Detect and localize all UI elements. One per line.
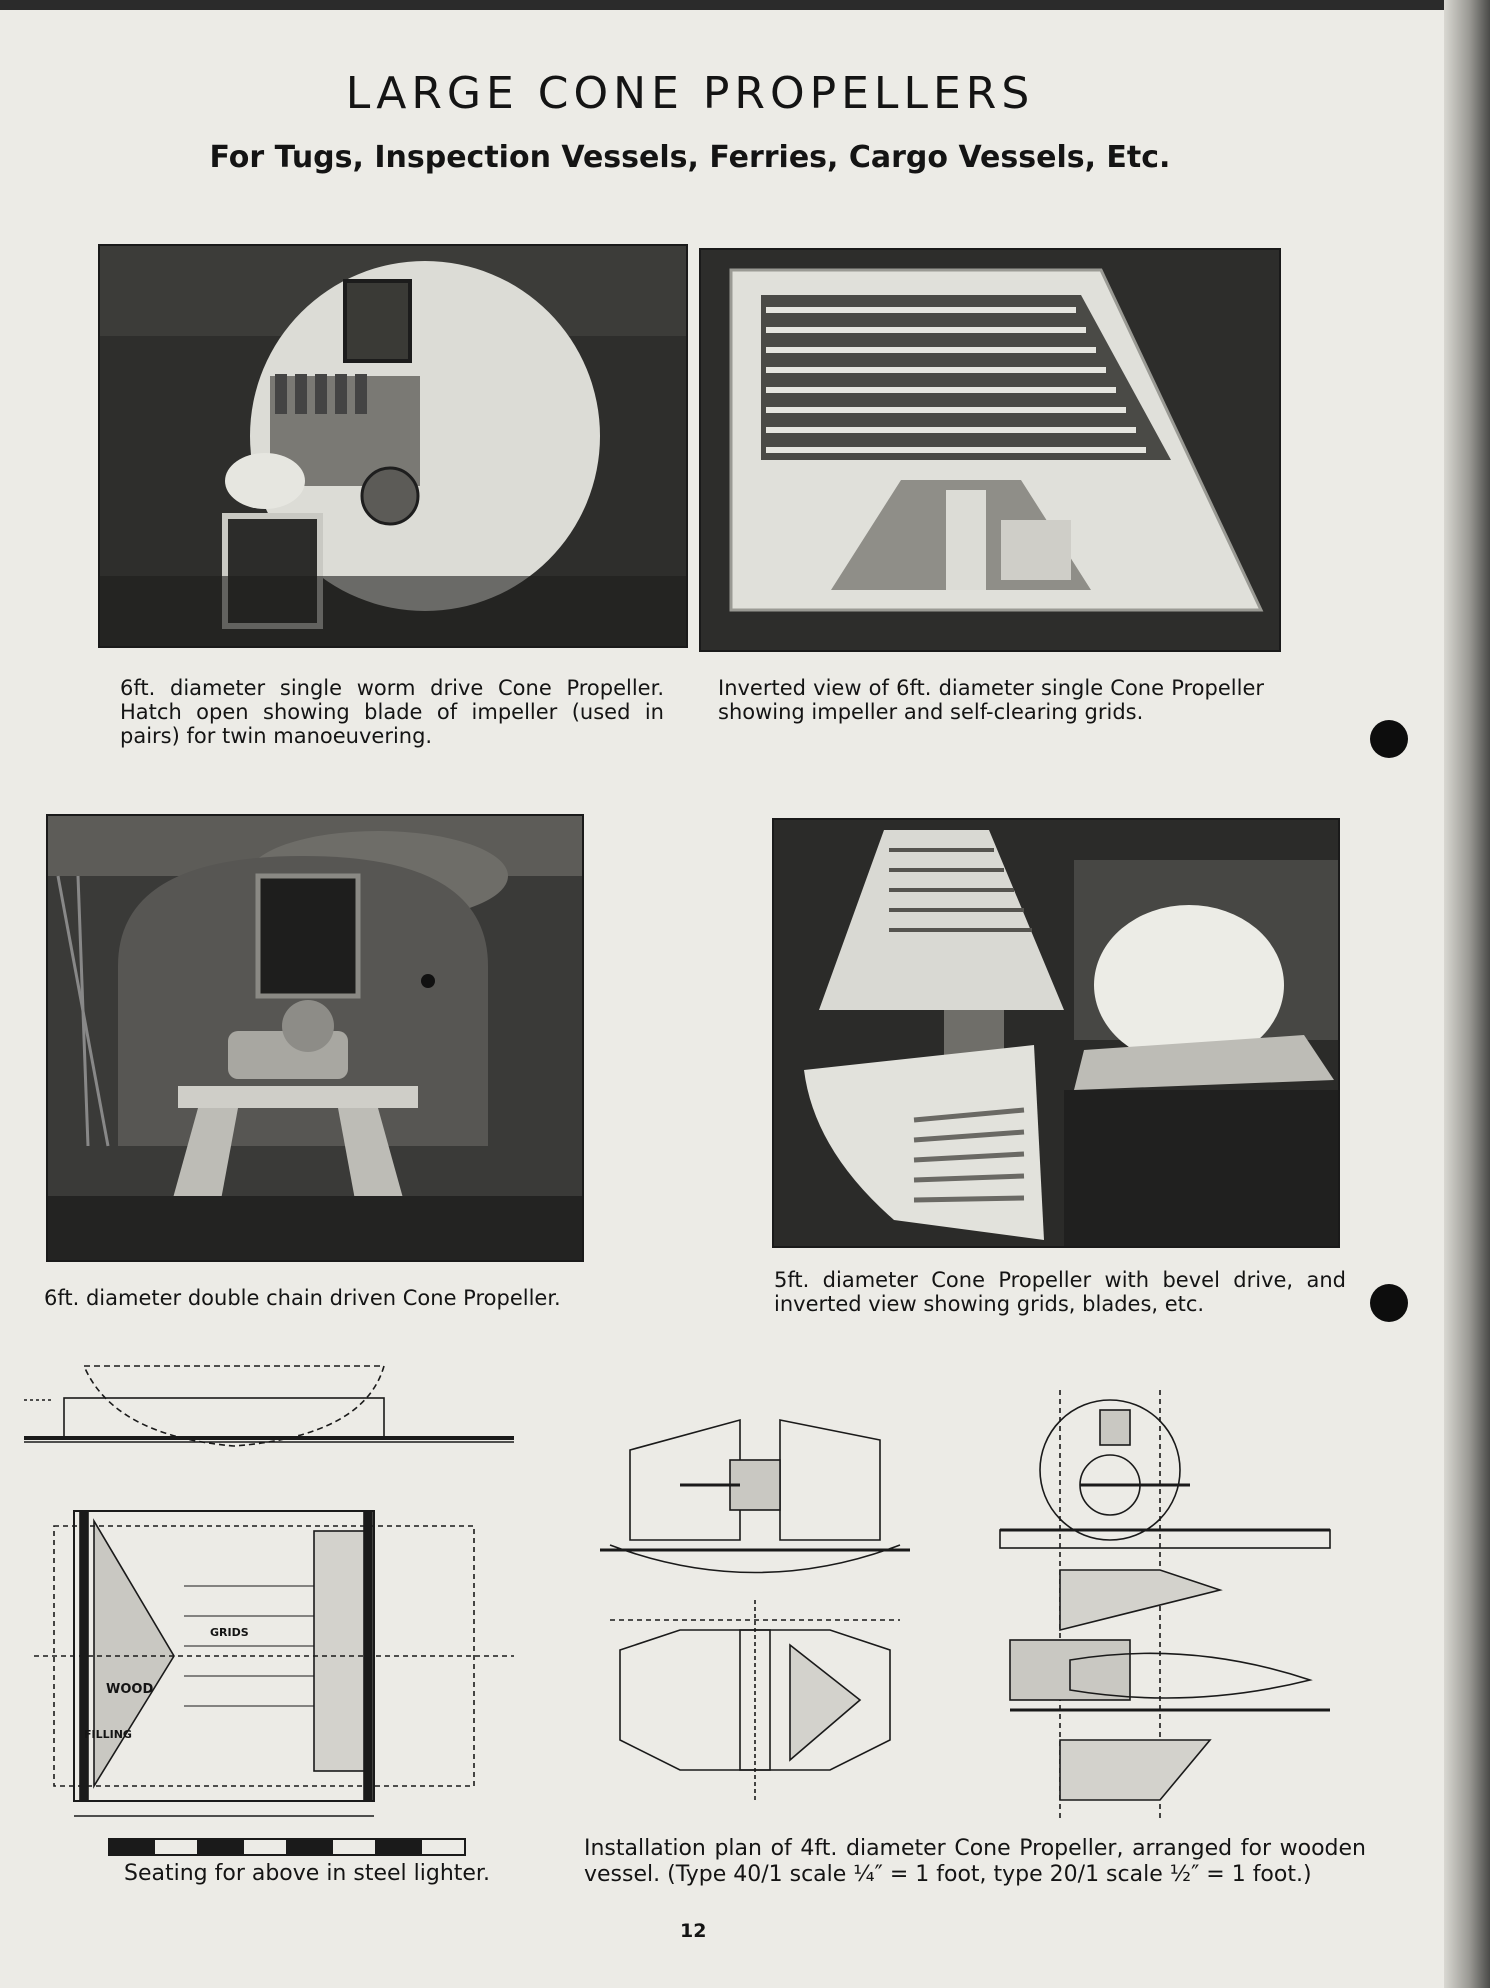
drawing-installation-elevation [590,1400,920,1820]
drawing-installation-section [990,1390,1350,1820]
drawing-label-filling: FILLING [84,1728,132,1741]
drawing-label-grids: GRIDS [210,1626,249,1639]
page-top-edge [0,0,1490,10]
page-binding-shadow [1444,0,1490,1988]
photo-inverted-view-propeller [699,248,1281,652]
photo-bevel-drive-propeller [772,818,1340,1248]
photo-worm-drive-propeller [98,244,688,648]
page-subtitle: For Tugs, Inspection Vessels, Ferries, Cargo Vessels, Etc. [209,140,1171,175]
caption-photo-1: 6ft. diameter single worm drive Cone Propeller. Hatch open showing blade of impeller (used in pairs) for twin manoeuvering. [120,676,664,748]
binder-hole-1 [1370,720,1408,758]
caption-photo-4: 5ft. diameter Cone Propeller with bevel drive, and inverted view showing grids, blades, etc. [774,1268,1346,1316]
caption-photo-3: 6ft. diameter double chain driven Cone Propeller. [44,1286,561,1310]
drawing-seating-plan [14,1356,534,1836]
page-number: 12 [680,1920,707,1942]
caption-seating: Seating for above in steel lighter. [124,1861,490,1886]
binder-hole-2 [1370,1284,1408,1322]
caption-installation: Installation plan of 4ft. diameter Cone Propeller, arranged for wooden vessel. (Type 40/1 scale ¼″ = 1 foot, type 20/1 scale ½″ = 1 foot.) [584,1836,1366,1887]
photo-double-chain-propeller [46,814,584,1262]
drawing-label-wood: WOOD [106,1682,154,1697]
page-title: LARGE CONE PROPELLERS [345,68,1035,119]
caption-photo-2: Inverted view of 6ft. diameter single Cone Propeller showing impeller and self-clearing grids. [718,676,1264,724]
drawing-scale-bar [108,1838,466,1856]
